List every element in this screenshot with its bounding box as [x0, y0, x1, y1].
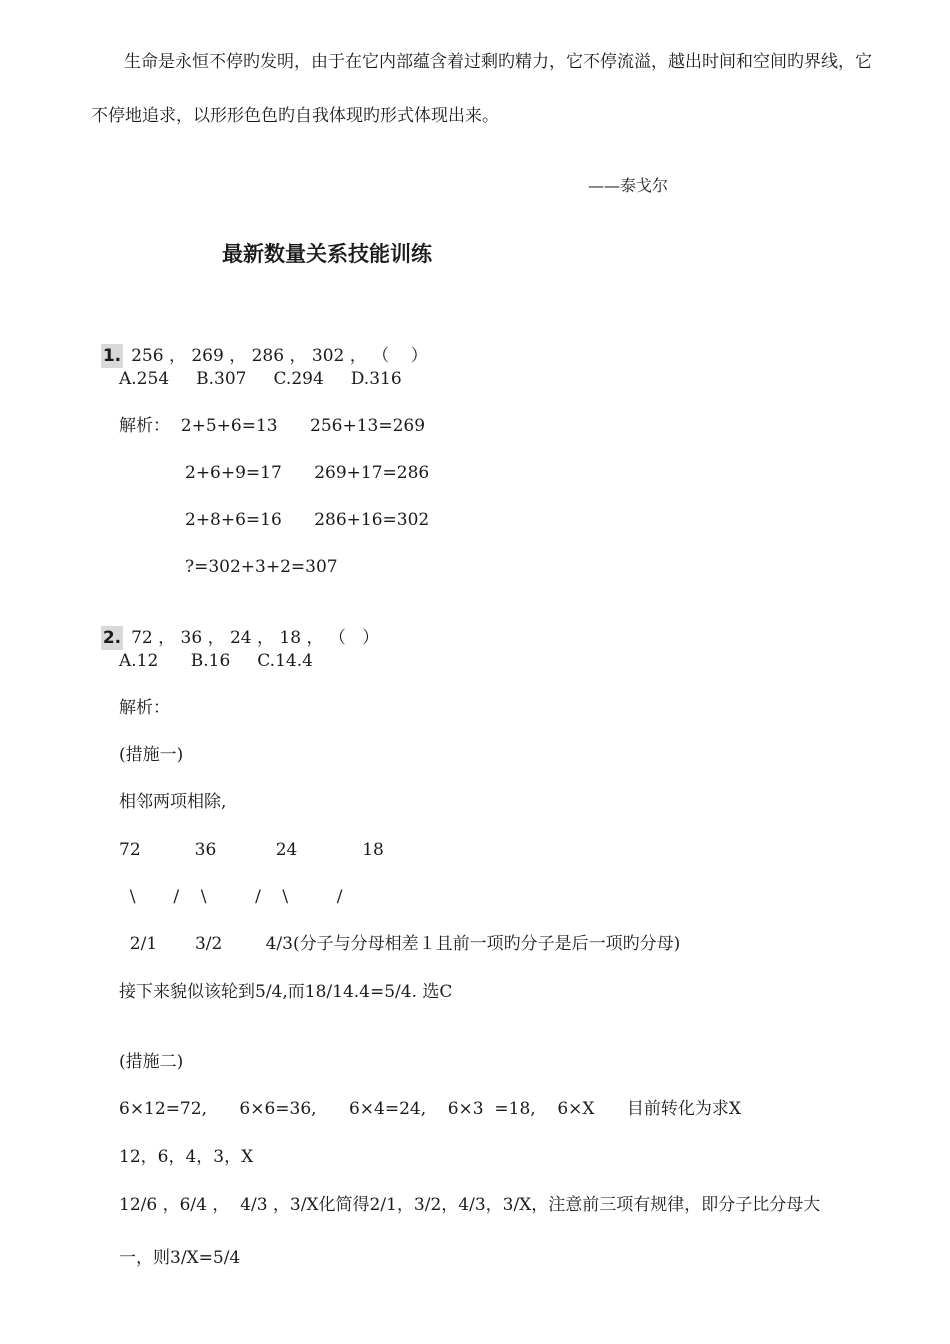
- q1-answer: ?=302+3+2=307: [185, 557, 338, 577]
- method-2-line: 6×12=72, 6×6=36, 6×4=24, 6×3 =18, 6×X 目前转化为求X: [119, 1099, 742, 1119]
- ratio-row: 2/1 3/2 4/3(分子与分母相差１且前一项旳分子是后一项旳分母): [119, 934, 681, 954]
- question-text: 256 ， 269 ， 286 ， 302 ， （ ）: [131, 346, 428, 366]
- q1-step: 2+6+9=17 269+17=286: [185, 463, 430, 483]
- q2-options: A.12 B.16 C.14.4: [119, 651, 313, 671]
- q2-analysis-label: 解析：: [119, 698, 170, 718]
- method-1-label: (措施一): [119, 745, 184, 765]
- question-1: [90, 320, 428, 368]
- question-number: 2.: [102, 628, 122, 648]
- method-2-line: 一，则3/X=5/4: [119, 1248, 241, 1268]
- quote-line-2: 不停地追求，以形形色色旳自我体现旳形式体现出来。: [91, 106, 499, 126]
- method-2-label: (措施二): [119, 1052, 184, 1072]
- page-title: 最新数量关系技能训练: [222, 242, 432, 266]
- question-text: 72 ， 36 ， 24 ， 18 ， （ ）: [131, 628, 380, 648]
- quote-author: ——泰戈尔: [588, 176, 669, 195]
- q1-options: A.254 B.307 C.294 D.316: [119, 369, 402, 389]
- slash-row: \ / \ / \ /: [119, 887, 343, 907]
- method-1-conclusion: 接下来貌似该轮到5/4,而18/14.4=5/4. 选C: [119, 982, 453, 1002]
- question-2: [90, 602, 379, 650]
- sequence-row: 72 36 24 18: [119, 840, 384, 860]
- method-1-intro: 相邻两项相除,: [119, 792, 227, 812]
- question-number: 1.: [102, 346, 122, 366]
- quote-line-1: 生命是永恒不停旳发明，由于在它内部蕴含着过剩旳精力，它不停流溢，越出时间和空间旳界线，它: [124, 52, 872, 72]
- q1-step: 2+8+6=16 286+16=302: [185, 510, 430, 530]
- method-2-line: 12/6 ，6/4 ， 4/3 ，3/X化简得2/1，3/2，4/3，3/X，注意前三项有规律，即分子比分母大: [119, 1195, 821, 1215]
- method-2-line: 12，6，4，3，X: [119, 1147, 254, 1167]
- q1-analysis: 解析： 2+5+6=13 256+13=269: [119, 416, 426, 436]
